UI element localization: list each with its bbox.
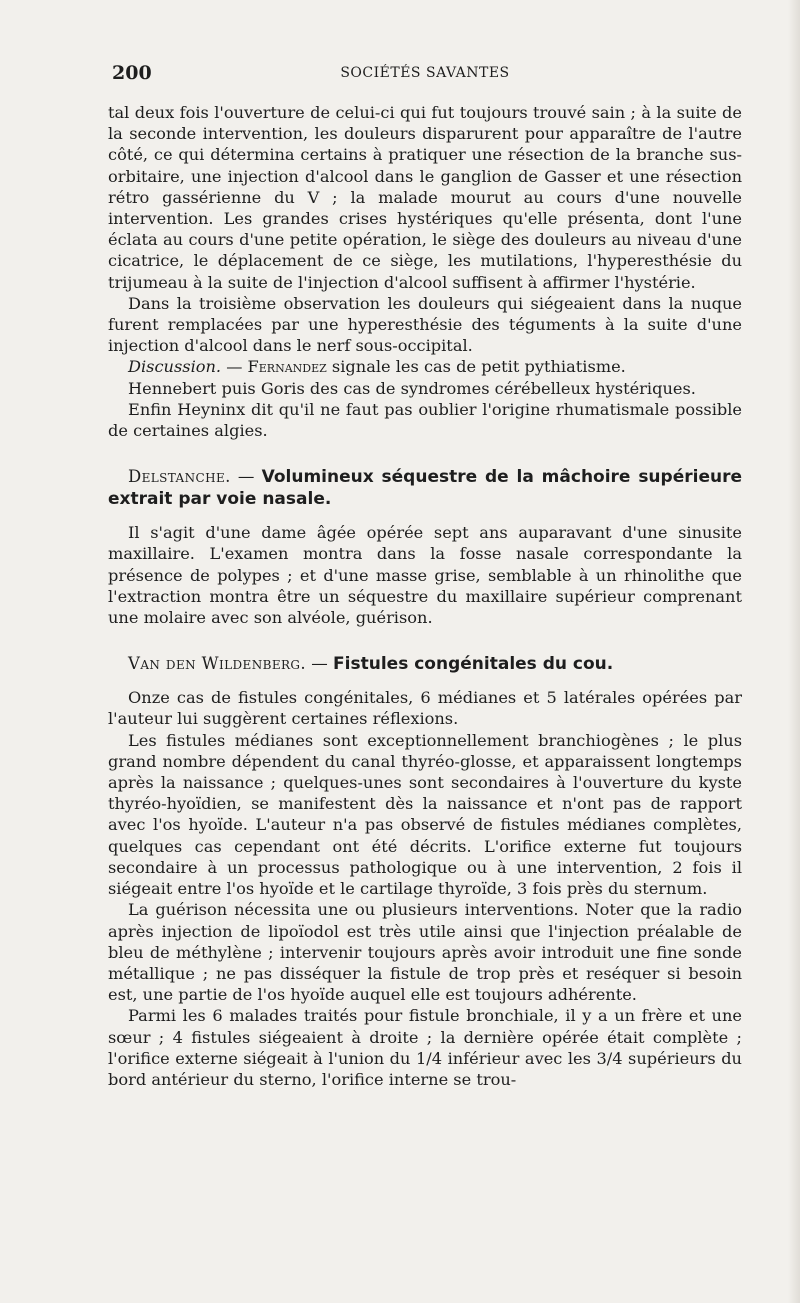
discussion-text: signale les cas de petit pythiatisme. bbox=[326, 357, 626, 377]
dash: — bbox=[306, 654, 334, 674]
paragraph-third-observation: Dans la troisième observation les douleurs qui siégeaient dans la nuque furent remplacées par une hyperesthésie des téguments à la suite d'une injection d'alcool dans le nerf sous-occipital. bbox=[108, 293, 742, 356]
article-heading-wildenberg bbox=[108, 653, 742, 675]
discussion-label: Discussion. bbox=[128, 357, 222, 377]
paragraph-continuation: tal deux fois l'ouverture de celui-ci qui fut toujours trouvé sain ; à la suite de la seconde intervention, les douleurs disparurent pour apparaître de l'autre côté, ce qui détermina certains à pratiquer une résection de la branche sus-orbitaire, une injection d'alcool dans le ganglion de Gasser et une résection rétro gassérienne du V ; la malade mourut au cours d'une nouvelle intervention. Les grandes crises hystériques qu'elle présenta, dont l'une éclata au cours d'une petite opération, le siège des douleurs au niveau d'une cicatrice, le déplacement de ce siège, les mutilations, l'hyperesthésie du trijumeau à la suite de l'injection d'alcool suffisent à affirmer l'hystérie. bbox=[108, 103, 742, 292]
paragraph-heyninx: Enfin Heyninx dit qu'il ne faut pas oublier l'origine rhumatismale possible de certaines algies. bbox=[108, 399, 742, 441]
paragraph-fistules-intro: Onze cas de fistules congénitales, 6 médianes et 5 latérales opérées par l'auteur lui suggèrent certaines réflexions. bbox=[108, 688, 742, 729]
paragraph-malades: Parmi les 6 malades traités pour fistule bronchiale, il y a un frère et une sœur ; 4 fistules siégeaient à droite ; la dernière opérée était complète ; l'orifice externe siégeait à l'union du 1/4 inférieur avec les 3/4 supérieurs du bord antérieur du sterno, l'orifice interne se trou- bbox=[108, 1006, 742, 1089]
dash: — bbox=[221, 357, 248, 377]
dash: — bbox=[230, 467, 262, 487]
speaker-name: Fernandez bbox=[247, 357, 327, 377]
article-author: Van den Wildenberg. bbox=[128, 654, 307, 674]
running-title: SOCIÉTÉS SAVANTES bbox=[340, 65, 510, 81]
paragraph-discussion bbox=[108, 356, 742, 377]
article-heading-delstanche bbox=[108, 466, 742, 510]
paragraph-fistules-medianes: Les fistules médianes sont exceptionnellement branchiogènes ; le plus grand nombre dépendent du canal thyréo-glosse, et apparaissent longtemps après la naissance ; quelques-unes sont secondaires à l'ouverture du kyste thyréo-hyoïdien, se manifestent dès la naissance et n'ont pas de rapport avec l'os hyoïde. L'auteur n'a pas observé de fistules médianes complètes, quelques cas cependant ont été décrits. L'orifice externe fut toujours secondaire à un processus pathologique ou à une intervention, 2 fois il siégeait entre l'os hyoïde et le cartilage thyroïde, 3 fois près du sternum. bbox=[108, 730, 742, 899]
article-title: Fistules congénitales du cou. bbox=[333, 654, 614, 675]
paragraph-hennebert: Hennebert puis Goris des cas de syndromes cérébelleux hystériques. bbox=[128, 378, 696, 398]
article-author: Delstanche. bbox=[128, 467, 231, 487]
page-header bbox=[108, 62, 742, 90]
paragraph-guerison: La guérison nécessita une ou plusieurs interventions. Noter que la radio après injection de lipoïodol est très utile ainsi que l'injection préalable de bleu de méthylène ; intervenir toujours après avoir introduit une fine sonde métallique ; ne pas disséquer la fistule de trop près et reséquer si besoin est, une partie de l'os hyoïde auquel elle est toujours adhérente. bbox=[108, 900, 742, 1005]
article-title: Volumineux séquestre de la mâchoire supérieure extrait par voie nasale. bbox=[108, 467, 742, 510]
page-edge-shadow bbox=[788, 0, 800, 1303]
page-body bbox=[108, 102, 742, 1090]
page-number: 200 bbox=[112, 62, 152, 84]
paragraph-delstanche: Il s'agit d'une dame âgée opérée sept ans auparavant d'une sinusite maxillaire. L'examen montra dans la fosse nasale correspondante la présence de polypes ; et d'une masse grise, semblable à un rhinolithe que l'extraction montra être un séquestre du maxillaire supérieur comprenant une molaire avec son alvéole, guérison. bbox=[108, 523, 742, 628]
